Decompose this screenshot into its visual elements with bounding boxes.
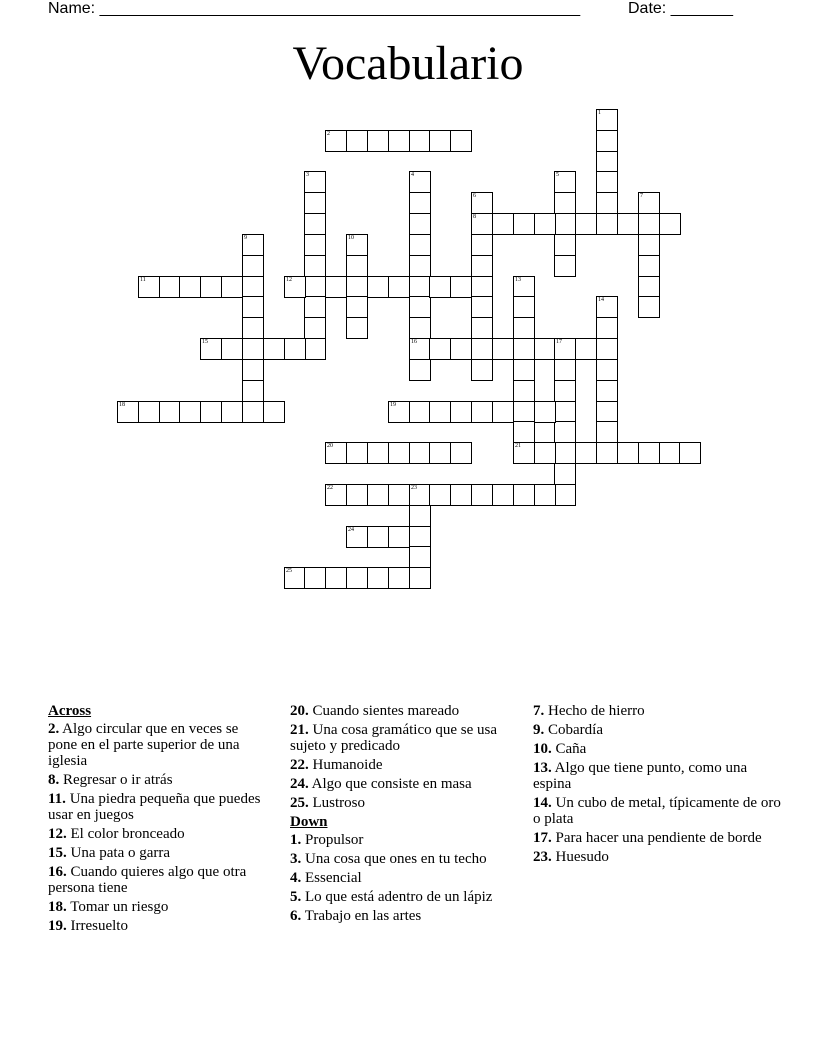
crossword-cell[interactable] — [159, 276, 181, 298]
clue-text: Trabajo en las artes — [301, 908, 422, 924]
crossword-cell[interactable] — [429, 484, 451, 506]
clue-item — [48, 918, 266, 934]
clue-number-label: 24. — [290, 776, 309, 792]
clue-number-label: 15. — [48, 845, 67, 861]
clue-number-label: 17. — [533, 830, 552, 846]
clue-text: Hecho de hierro — [544, 703, 645, 719]
clue-number-label: 3. — [290, 851, 302, 867]
crossword-cell[interactable] — [471, 192, 493, 214]
crossword-cell[interactable] — [346, 255, 368, 277]
crossword-cell[interactable] — [346, 526, 368, 548]
crossword-cell[interactable] — [242, 359, 264, 381]
crossword-cell[interactable] — [429, 338, 451, 360]
clue-number-label: 11. — [48, 791, 66, 807]
clue-number: 3 — [306, 172, 309, 178]
clue-number-label: 25. — [290, 795, 309, 811]
clue-item — [48, 864, 266, 896]
crossword-cell[interactable] — [513, 359, 535, 381]
clue-number-label: 10. — [533, 741, 552, 757]
crossword-cell[interactable] — [554, 234, 576, 256]
clue-number: 24 — [348, 527, 354, 533]
crossword-cell[interactable] — [617, 442, 639, 464]
clue-text: Tomar un riesgo — [66, 899, 169, 915]
crossword-cell[interactable] — [346, 276, 368, 298]
clue-number-label: 14. — [533, 795, 552, 811]
crossword-cell[interactable] — [325, 442, 347, 464]
crossword-cell[interactable] — [638, 192, 660, 214]
crossword-cell[interactable] — [450, 276, 472, 298]
crossword-cell[interactable] — [596, 442, 618, 464]
crossword-cell[interactable] — [388, 567, 410, 589]
clue-item — [290, 722, 510, 754]
crossword-cell[interactable] — [471, 296, 493, 318]
clue-number-label: 12. — [48, 826, 67, 842]
clue-text: Una cosa que ones en tu techo — [301, 851, 487, 867]
crossword-cell[interactable] — [409, 401, 431, 423]
crossword-cell[interactable] — [325, 484, 347, 506]
crossword-cell[interactable] — [200, 338, 222, 360]
crossword-cell[interactable] — [638, 296, 660, 318]
crossword-cell[interactable] — [450, 338, 472, 360]
clue-number: 22 — [327, 485, 333, 491]
crossword-cell[interactable] — [554, 213, 576, 235]
crossword-cell[interactable] — [575, 338, 597, 360]
crossword-cell[interactable] — [471, 338, 493, 360]
crossword-cell[interactable] — [513, 380, 535, 402]
crossword-cell[interactable] — [346, 442, 368, 464]
clue-number: 18 — [119, 402, 125, 408]
crossword-cell[interactable] — [200, 401, 222, 423]
clue-item — [533, 830, 783, 846]
crossword-cell[interactable] — [596, 380, 618, 402]
crossword-cell[interactable] — [304, 192, 326, 214]
clue-number-label: 7. — [533, 703, 545, 719]
crossword-cell[interactable] — [450, 130, 472, 152]
crossword-cell[interactable] — [471, 401, 493, 423]
clue-number-label: 8. — [48, 772, 60, 788]
clue-item — [533, 703, 783, 719]
crossword-cell[interactable] — [638, 213, 660, 235]
clue-number: 8 — [473, 214, 476, 220]
clue-item — [533, 795, 783, 827]
crossword-cell[interactable] — [596, 151, 618, 173]
clue-number: 11 — [140, 277, 146, 283]
clue-number-label: 19. — [48, 918, 67, 934]
crossword-cell[interactable] — [304, 567, 326, 589]
crossword-cell[interactable] — [554, 421, 576, 443]
crossword-cell[interactable] — [409, 296, 431, 318]
clue-number-label: 18. — [48, 899, 67, 915]
clue-text: Irresuelto — [66, 918, 128, 934]
crossword-cell[interactable] — [471, 255, 493, 277]
crossword-cell[interactable] — [367, 567, 389, 589]
crossword-cell[interactable] — [659, 442, 681, 464]
clue-text: Cobardía — [544, 722, 603, 738]
crossword-cell[interactable] — [242, 255, 264, 277]
crossword-cell[interactable] — [596, 171, 618, 193]
crossword-cell[interactable] — [346, 130, 368, 152]
page-title: Vocabulario — [292, 37, 524, 90]
clue-item — [48, 899, 266, 915]
clue-number: 23 — [411, 485, 417, 491]
crossword-cell[interactable] — [513, 421, 535, 443]
crossword-cell[interactable] — [200, 276, 222, 298]
crossword-cell[interactable] — [409, 338, 431, 360]
crossword-cell[interactable] — [471, 359, 493, 381]
crossword-cell[interactable] — [471, 484, 493, 506]
crossword-cell[interactable] — [304, 255, 326, 277]
clue-number-label: 22. — [290, 757, 309, 773]
crossword-cell[interactable] — [534, 442, 556, 464]
clue-number-label: 6. — [290, 908, 302, 924]
crossword-cell[interactable] — [304, 338, 326, 360]
clue-text: Un cubo de metal, típicamente de oro o plata — [533, 795, 781, 827]
crossword-cell[interactable] — [513, 401, 535, 423]
crossword-cell[interactable] — [617, 213, 639, 235]
crossword-cell[interactable] — [284, 567, 306, 589]
clue-number: 14 — [598, 297, 604, 303]
clue-number-label: 1. — [290, 832, 302, 848]
crossword-cell[interactable] — [159, 401, 181, 423]
crossword-cell[interactable] — [304, 213, 326, 235]
crossword-cell[interactable] — [554, 442, 576, 464]
clue-item — [290, 908, 510, 924]
clue-number: 19 — [390, 402, 396, 408]
crossword-cell[interactable] — [367, 130, 389, 152]
crossword-cell[interactable] — [554, 338, 576, 360]
name-field-label: Name: ______________________________________________________ — [48, 0, 581, 17]
crossword-cell[interactable] — [575, 442, 597, 464]
clue-number: 9 — [244, 235, 247, 241]
crossword-cell[interactable] — [263, 338, 285, 360]
crossword-cell[interactable] — [138, 401, 160, 423]
crossword-cell[interactable] — [242, 401, 264, 423]
crossword-cell[interactable] — [492, 484, 514, 506]
crossword-cell[interactable] — [409, 234, 431, 256]
crossword-cell[interactable] — [409, 317, 431, 339]
clue-number: 4 — [411, 172, 414, 178]
clue-number-label: 16. — [48, 864, 67, 880]
clue-text: Algo que tiene punto, como una espina — [533, 760, 748, 792]
clue-number: 17 — [556, 339, 562, 345]
crossword-cell[interactable] — [367, 484, 389, 506]
clue-item — [48, 826, 266, 842]
clue-text: Humanoide — [308, 757, 383, 773]
crossword-cell[interactable] — [554, 359, 576, 381]
clue-number: 7 — [640, 193, 643, 199]
clue-item — [48, 772, 266, 788]
crossword-cell[interactable] — [513, 338, 535, 360]
clue-item — [48, 721, 266, 769]
clue-number: 25 — [286, 568, 292, 574]
crossword-cell[interactable] — [346, 317, 368, 339]
crossword-cell[interactable] — [346, 234, 368, 256]
crossword-cell[interactable] — [409, 567, 431, 589]
crossword-cell[interactable] — [534, 213, 556, 235]
crossword-cell[interactable] — [284, 338, 306, 360]
clue-number: 20 — [327, 443, 333, 449]
crossword-cell[interactable] — [534, 338, 556, 360]
crossword-cell[interactable] — [471, 213, 493, 235]
crossword-cell[interactable] — [304, 234, 326, 256]
clue-item — [533, 741, 783, 757]
crossword-cell[interactable] — [409, 526, 431, 548]
clue-number: 12 — [286, 277, 292, 283]
clue-number: 1 — [598, 110, 601, 116]
crossword-cell[interactable] — [304, 296, 326, 318]
crossword-cell[interactable] — [596, 130, 618, 152]
crossword-cell[interactable] — [429, 276, 451, 298]
crossword-cell[interactable] — [304, 171, 326, 193]
crossword-cell[interactable] — [388, 276, 410, 298]
clue-number: 2 — [327, 131, 330, 137]
clue-item — [533, 722, 783, 738]
crossword-cell[interactable] — [638, 255, 660, 277]
crossword-cell[interactable] — [304, 276, 326, 298]
clue-text: Cuando quieres algo que otra persona tiene — [48, 864, 247, 896]
clue-number: 5 — [556, 172, 559, 178]
crossword-cell[interactable] — [409, 276, 431, 298]
crossword-cell[interactable] — [346, 484, 368, 506]
clue-item — [290, 795, 510, 811]
clue-item — [290, 776, 510, 792]
crossword-cell[interactable] — [534, 401, 556, 423]
crossword-cell[interactable] — [242, 276, 264, 298]
crossword-cell[interactable] — [409, 442, 431, 464]
clue-item — [533, 760, 783, 792]
clue-number: 13 — [515, 277, 521, 283]
clue-number-label: 21. — [290, 722, 309, 738]
crossword-cell[interactable] — [388, 442, 410, 464]
clue-number: 15 — [202, 339, 208, 345]
clue-item — [290, 889, 510, 905]
clue-number-label: 20. — [290, 703, 309, 719]
crossword-cell[interactable] — [450, 484, 472, 506]
clue-item — [533, 849, 783, 865]
crossword-cell[interactable] — [409, 213, 431, 235]
clues-column-3 — [533, 703, 783, 868]
clue-text: Essencial — [301, 870, 362, 886]
crossword-cell[interactable] — [409, 171, 431, 193]
clue-number: 16 — [411, 339, 417, 345]
crossword-cell[interactable] — [388, 130, 410, 152]
clue-number: 21 — [515, 443, 521, 449]
crossword-cell[interactable] — [471, 317, 493, 339]
crossword-cell[interactable] — [596, 338, 618, 360]
clue-item — [290, 703, 510, 719]
crossword-cell[interactable] — [138, 276, 160, 298]
across-heading: Across — [48, 703, 92, 719]
crossword-cell[interactable] — [492, 401, 514, 423]
crossword-cell[interactable] — [409, 192, 431, 214]
crossword-cell[interactable] — [409, 484, 431, 506]
clue-item — [48, 791, 266, 823]
clue-text: Para hacer una pendiente de borde — [551, 830, 762, 846]
crossword-cell[interactable] — [513, 317, 535, 339]
clue-number: 10 — [348, 235, 354, 241]
crossword-cell[interactable] — [471, 276, 493, 298]
crossword-cell[interactable] — [263, 401, 285, 423]
clue-item — [290, 851, 510, 867]
clue-number-label: 13. — [533, 760, 552, 776]
crossword-cell[interactable] — [596, 213, 618, 235]
clue-item — [290, 870, 510, 886]
clue-text: Regresar o ir atrás — [59, 772, 173, 788]
clue-text: Lustroso — [308, 795, 365, 811]
crossword-cell[interactable] — [596, 192, 618, 214]
crossword-cell[interactable] — [596, 109, 618, 131]
clue-text: Propulsor — [301, 832, 364, 848]
down-heading: Down — [290, 814, 328, 830]
crossword-cell[interactable] — [325, 276, 347, 298]
crossword-cell[interactable] — [575, 213, 597, 235]
crossword-cell[interactable] — [409, 130, 431, 152]
date-field-label: Date: _______ — [628, 0, 733, 17]
crossword-cell[interactable] — [429, 442, 451, 464]
crossword-cell[interactable] — [367, 442, 389, 464]
crossword-cell[interactable] — [513, 442, 535, 464]
clue-number-label: 2. — [48, 721, 60, 737]
crossword-cell[interactable] — [596, 317, 618, 339]
clue-number-label: 9. — [533, 722, 545, 738]
crossword-cell[interactable] — [242, 380, 264, 402]
clues-column-2 — [290, 703, 510, 927]
crossword-cell[interactable] — [429, 130, 451, 152]
crossword-cell[interactable] — [325, 130, 347, 152]
crossword-cell[interactable] — [409, 255, 431, 277]
crossword-cell[interactable] — [221, 276, 243, 298]
crossword-cell[interactable] — [638, 442, 660, 464]
clue-text: Algo que consiste en masa — [308, 776, 472, 792]
crossword-cell[interactable] — [409, 546, 431, 568]
crossword-cell[interactable] — [554, 463, 576, 485]
crossword-cell[interactable] — [450, 442, 472, 464]
crossword-cell[interactable] — [117, 401, 139, 423]
clue-text: Una cosa gramático que se usa sujeto y predicado — [290, 722, 498, 754]
crossword-cell[interactable] — [554, 380, 576, 402]
clue-number-label: 5. — [290, 889, 302, 905]
crossword-cell[interactable] — [221, 338, 243, 360]
clue-text: Una piedra pequeña que puedes usar en juegos — [48, 791, 261, 823]
clue-text: Algo circular que en veces se pone en el parte superior de una iglesia — [48, 721, 240, 769]
crossword-cell[interactable] — [554, 484, 576, 506]
crossword-cell[interactable] — [388, 526, 410, 548]
clue-item — [290, 832, 510, 848]
clue-item — [48, 845, 266, 861]
crossword-cell[interactable] — [388, 484, 410, 506]
clue-text: Caña — [551, 741, 587, 757]
crossword-cell[interactable] — [534, 484, 556, 506]
crossword-cell[interactable] — [242, 317, 264, 339]
clue-number-label: 4. — [290, 870, 302, 886]
crossword-cell[interactable] — [242, 234, 264, 256]
clue-number: 6 — [473, 193, 476, 199]
crossword-cell[interactable] — [596, 421, 618, 443]
crossword-cell[interactable] — [554, 401, 576, 423]
crossword-cell[interactable] — [513, 296, 535, 318]
crossword-cell[interactable] — [221, 401, 243, 423]
crossword-cell[interactable] — [409, 359, 431, 381]
crossword-cell[interactable] — [492, 213, 514, 235]
crossword-cell[interactable] — [596, 296, 618, 318]
crossword-cell[interactable] — [513, 484, 535, 506]
crossword-cell[interactable] — [242, 338, 264, 360]
crossword-cell[interactable] — [471, 234, 493, 256]
crossword-cell[interactable] — [554, 192, 576, 214]
clue-text: Huesudo — [551, 849, 609, 865]
crossword-cell[interactable] — [409, 505, 431, 527]
crossword-cell[interactable] — [679, 442, 701, 464]
crossword-cell[interactable] — [554, 255, 576, 277]
crossword-cell[interactable] — [638, 234, 660, 256]
clue-text: El color bronceado — [66, 826, 185, 842]
clue-text: Cuando sientes mareado — [308, 703, 460, 719]
crossword-cell[interactable] — [513, 276, 535, 298]
crossword-cell[interactable] — [367, 276, 389, 298]
crossword-cell[interactable] — [659, 213, 681, 235]
clue-number-label: 23. — [533, 849, 552, 865]
crossword-cell[interactable] — [513, 213, 535, 235]
crossword-cell[interactable] — [450, 401, 472, 423]
crossword-cell[interactable] — [242, 296, 264, 318]
crossword-cell[interactable] — [492, 338, 514, 360]
crossword-cell[interactable] — [179, 276, 201, 298]
crossword-cell[interactable] — [179, 401, 201, 423]
crossword-cell[interactable] — [367, 526, 389, 548]
crossword-cell[interactable] — [346, 567, 368, 589]
crossword-cell[interactable] — [638, 276, 660, 298]
crossword-cell[interactable] — [346, 296, 368, 318]
clue-text: Lo que está adentro de un lápiz — [301, 889, 493, 905]
clue-item — [290, 757, 510, 773]
crossword-cell[interactable] — [554, 171, 576, 193]
crossword-cell[interactable] — [388, 401, 410, 423]
crossword-cell[interactable] — [304, 317, 326, 339]
crossword-cell[interactable] — [596, 359, 618, 381]
clues-column-1 — [48, 703, 266, 937]
crossword-cell[interactable] — [596, 401, 618, 423]
crossword-cell[interactable] — [284, 276, 306, 298]
crossword-cell[interactable] — [429, 401, 451, 423]
clue-text: Una pata o garra — [66, 845, 171, 861]
crossword-cell[interactable] — [325, 567, 347, 589]
